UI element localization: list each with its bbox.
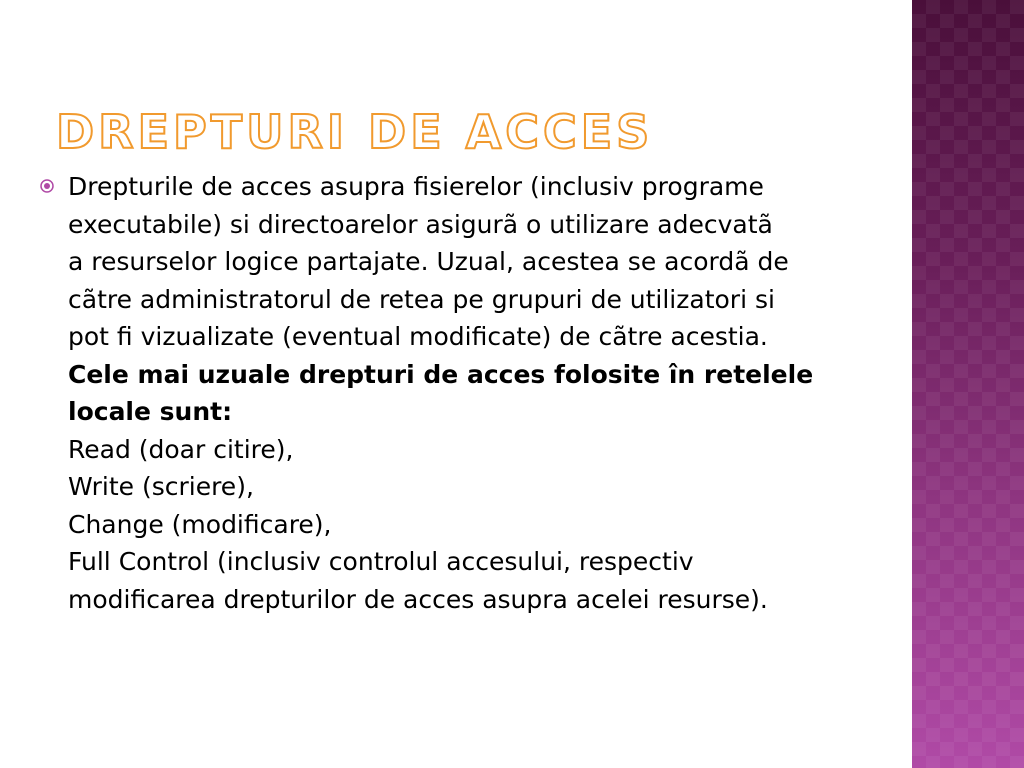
right-change: Change (modificare),	[68, 509, 332, 539]
bold-heading-line: locale sunt:	[68, 397, 233, 426]
paragraph-line: pot fi vizualizate (eventual modificate) de cãtre acestia.	[68, 322, 768, 351]
circle-dot-icon	[40, 179, 54, 193]
paragraph-line: executabile) si directoarelor asigurã o utilizare adecvatã	[68, 209, 773, 239]
right-read: Read (doar citire),	[68, 434, 294, 464]
right-full-control-continued: modificarea drepturilor de acces asupra acelei resurse).	[68, 584, 768, 614]
side-band-pattern	[912, 0, 1024, 768]
paragraph-line: Drepturile de acces asupra fisierelor (inclusiv programe	[68, 172, 764, 201]
paragraph-line: a resurselor logice partajate. Uzual, acestea se acordã de	[68, 247, 789, 276]
right-full-control: Full Control (inclusiv controlul accesului, respectiv	[68, 547, 694, 576]
bullet-text	[68, 168, 940, 618]
bold-heading-line: Cele mai uzuale drepturi de acces folosite în retelele	[68, 359, 814, 389]
right-write: Write (scriere),	[68, 472, 254, 501]
slide-title: DREPTURI DE ACCES	[56, 105, 654, 159]
bullet-list	[40, 168, 940, 618]
paragraph-line: cãtre administratorul de retea pe grupuri de utilizatori si	[68, 284, 775, 314]
bullet-item	[40, 168, 940, 618]
decorative-side-band	[912, 0, 1024, 768]
